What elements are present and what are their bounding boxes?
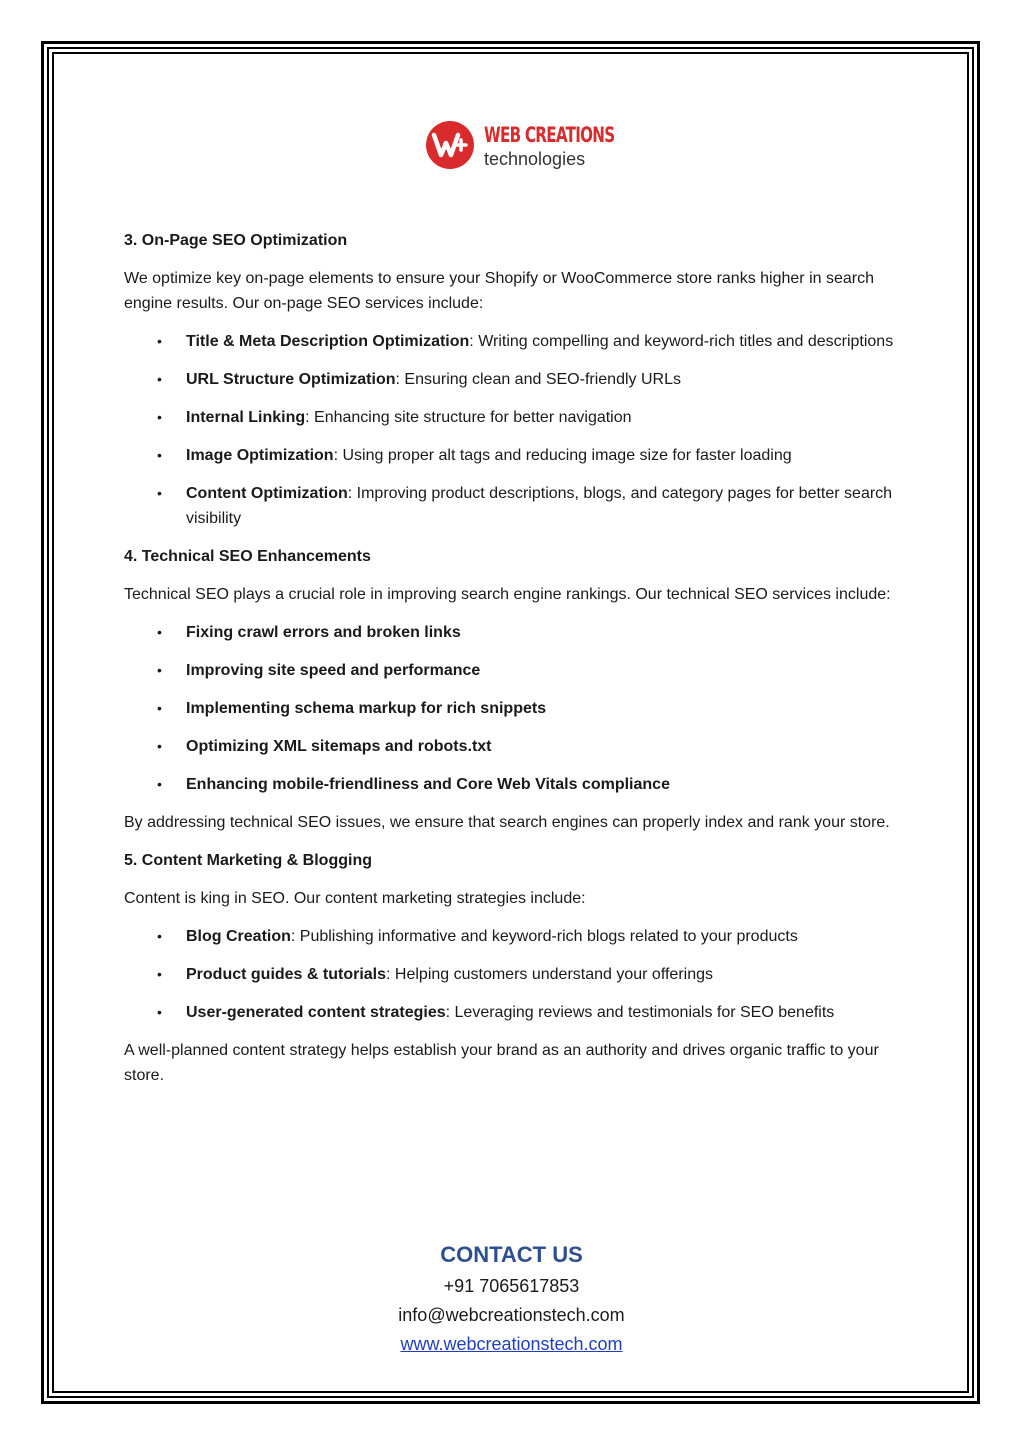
logo-brand-bottom: technologies — [484, 149, 586, 169]
list-item: • Optimizing XML sitemaps and robots.txt — [124, 734, 894, 759]
bullet-icon: • — [157, 409, 162, 425]
section-intro-technical: Technical SEO plays a crucial role in improving search engine rankings. Our technical SEO services include: — [124, 586, 891, 603]
bullet-icon: • — [157, 485, 162, 501]
bullet-icon: • — [157, 333, 162, 349]
contact-title: CONTACT US — [440, 1242, 583, 1267]
list-item: • Product guides & tutorials: Helping customers understand your offerings — [124, 962, 894, 987]
technical-list — [124, 620, 894, 797]
contact-phone: +91 7065617853 — [443, 1276, 580, 1296]
list-item: • User-generated content strategies: Leveraging reviews and testimonials for SEO benefits — [124, 1000, 894, 1025]
bullet-icon: • — [157, 447, 162, 463]
list-item: • URL Structure Optimization: Ensuring clean and SEO-friendly URLs — [124, 367, 894, 392]
content-list — [124, 924, 894, 1025]
bullet-icon: • — [157, 738, 162, 754]
list-item: • Improving site speed and performance — [124, 658, 894, 683]
list-item: • Blog Creation: Publishing informative and keyword-rich blogs related to your products — [124, 924, 894, 949]
list-item: • Implementing schema markup for rich snippets — [124, 696, 894, 721]
bullet-icon: • — [157, 371, 162, 387]
section-outro-content: A well-planned content strategy helps establish your brand as an authority and drives organic traffic to your store. — [124, 1042, 879, 1084]
bullet-icon: • — [157, 776, 162, 792]
wc-logo-icon — [426, 121, 474, 169]
list-item: • Image Optimization: Using proper alt tags and reducing image size for faster loading — [124, 443, 894, 468]
bullet-icon: • — [157, 624, 162, 640]
bullet-icon: • — [157, 928, 162, 944]
list-item: • Enhancing mobile-friendliness and Core Web Vitals compliance — [124, 772, 894, 797]
company-logo — [426, 118, 615, 174]
list-item: • Title & Meta Description Optimization: Writing compelling and keyword-rich titles and descriptions — [124, 329, 894, 354]
section-intro-content: Content is king in SEO. Our content marketing strategies include: — [124, 890, 586, 907]
list-item: • Fixing crawl errors and broken links — [124, 620, 894, 645]
section-intro-onpage: We optimize key on-page elements to ensure your Shopify or WooCommerce store ranks higher in search engine results. Our on-page SEO services include: — [124, 270, 874, 312]
section-heading-content: 5. Content Marketing & Blogging — [124, 852, 372, 869]
section-heading-onpage: 3. On-Page SEO Optimization — [124, 232, 348, 249]
contact-website-link[interactable]: www.webcreationstech.com — [400, 1334, 623, 1354]
bullet-icon: • — [157, 1004, 162, 1020]
bullet-icon: • — [157, 700, 162, 716]
logo-brand-top: WEB CREATIONS — [484, 123, 615, 147]
list-item: • Content Optimization: Improving product descriptions, blogs, and category pages for better search visibility — [124, 481, 894, 531]
contact-email: info@webcreationstech.com — [398, 1305, 625, 1325]
list-item: • Internal Linking: Enhancing site structure for better navigation — [124, 405, 894, 430]
section-outro-technical: By addressing technical SEO issues, we ensure that search engines can properly index and rank your store. — [124, 814, 890, 831]
document-body — [124, 228, 894, 1101]
bullet-icon: • — [157, 966, 162, 982]
section-heading-technical: 4. Technical SEO Enhancements — [124, 548, 371, 565]
bullet-icon: • — [157, 662, 162, 678]
onpage-list — [124, 329, 894, 531]
